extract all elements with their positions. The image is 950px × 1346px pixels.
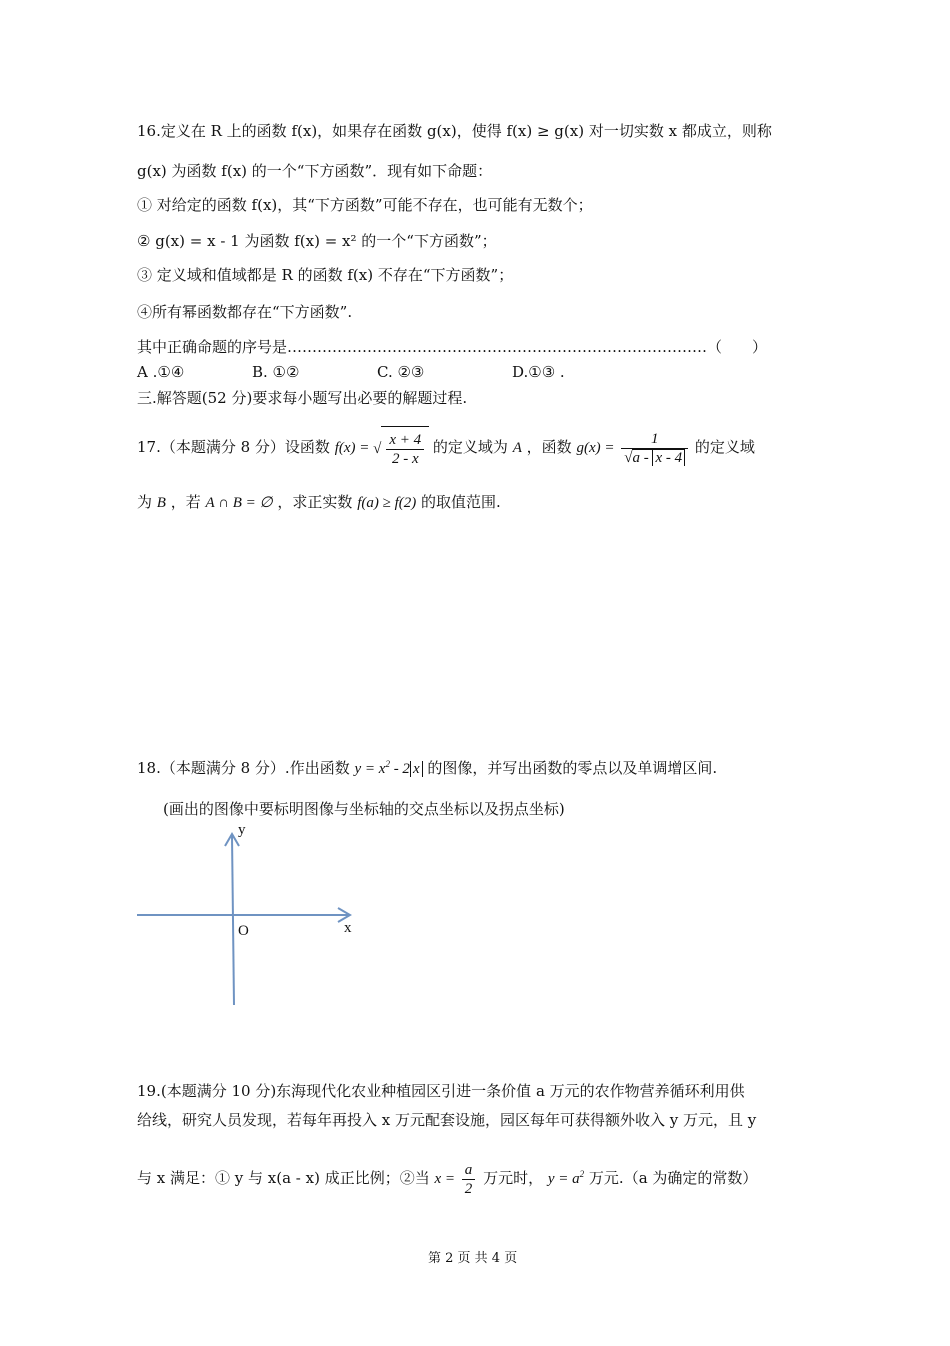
q17-part2: 的定义域为: [432, 438, 508, 456]
q17-set-b: B: [156, 495, 166, 511]
q18-formula: $y = x^2 - 2$ x: [355, 761, 423, 777]
q18-line1: [137, 754, 717, 779]
q17-part3: ，函数: [526, 438, 572, 456]
q17-line1: [137, 425, 755, 471]
q16-option-c: C. ②③: [377, 363, 425, 381]
q18-line1-b: 的图像，并写出函数的零点以及单调增区间.: [427, 759, 718, 777]
q17-f-formula: f(x) = √ $\frac{x + 4}{2 - x}$: [335, 440, 433, 456]
y-axis-label: y: [238, 822, 246, 838]
q16-prop2: ② g(x) = x - 1 为函数 f(x) = x² 的一个“下方函数”；: [137, 232, 497, 250]
q16-option-d: D.①③ .: [512, 363, 565, 381]
coordinate-axes: [130, 820, 370, 1010]
q17-line2: [137, 492, 501, 513]
q17-condition: A ∩ B = ∅: [205, 495, 273, 511]
q17-part1: 17.（本题满分 8 分）设函数: [137, 438, 330, 456]
q17-g-formula: g(x) = $\frac{1}{√a - x - 4}$: [576, 440, 694, 456]
q17-inequality: f(a) ≥ f(2): [357, 495, 417, 511]
page-footer: 第 2 页 共 4 页: [428, 1251, 518, 1266]
q18-note: (画出的图像中要标明图像与坐标轴的交点坐标以及拐点坐标): [163, 800, 565, 818]
q16-option-b: B. ①②: [252, 363, 300, 381]
q17-line2-b: ，若: [170, 493, 201, 511]
q17-set-a: A: [512, 440, 522, 456]
q16-prop1: ① 对给定的函数 f(x)，其“下方函数”可能不存在，也可能有无数个；: [137, 196, 593, 214]
q19-x-formula: x = $\frac{a}{2}$: [435, 1171, 479, 1187]
origin-label: O: [238, 923, 249, 939]
q19-line1: 19.(本题满分 10 分)东海现代化农业种植园区引进一条价值 a 万元的农作物营养循环利用供: [137, 1082, 745, 1100]
q16-line2: g(x) 为函数 f(x) 的一个“下方函数”．现有如下命题：: [137, 162, 493, 180]
q17-line2-a: 为: [137, 493, 153, 511]
q16-option-a: A .①④: [137, 363, 185, 381]
q16-question: 其中正确命题的序号是…………………………………………………………………………（ ）: [137, 338, 768, 356]
q19-line3-c: 万元.（a 为确定的常数）: [588, 1169, 758, 1187]
q19-line3-b: 万元时，: [483, 1169, 544, 1187]
q19-line2: 给线，研究人员发现，若每年再投入 x 万元配套设施，园区每年可获得额外收入 y 万元，且 y: [137, 1111, 757, 1129]
q16-prop4: ④所有幂函数都存在“下方函数”.: [137, 303, 353, 321]
q17-line2-d: 的取值范围.: [421, 493, 501, 511]
q17-line2-c: ，求正实数: [277, 493, 353, 511]
q16-line1: 16.定义在 R 上的函数 f(x)，如果存在函数 g(x)，使得 f(x) ≥ g(x) 对一切实数 x 都成立，则称: [137, 122, 772, 140]
q19-line3-a: 与 x 满足：① y 与 x(a - x) 成正比例；②当: [137, 1169, 430, 1187]
section-heading: 三.解答题(52 分)要求每小题写出必要的解题过程.: [137, 389, 468, 407]
y-axis: [232, 836, 234, 1005]
q19-line3: [137, 1152, 757, 1201]
q19-y-formula: $y = a^2$: [547, 1169, 585, 1187]
q17-part4: 的定义域: [694, 438, 755, 456]
q16-prop3: ③ 定义域和值域都是 R 的函数 f(x) 不存在“下方函数”；: [137, 266, 514, 284]
x-axis-label: x: [344, 920, 352, 936]
q18-line1-a: 18.（本题满分 8 分）.作出函数: [137, 759, 350, 777]
